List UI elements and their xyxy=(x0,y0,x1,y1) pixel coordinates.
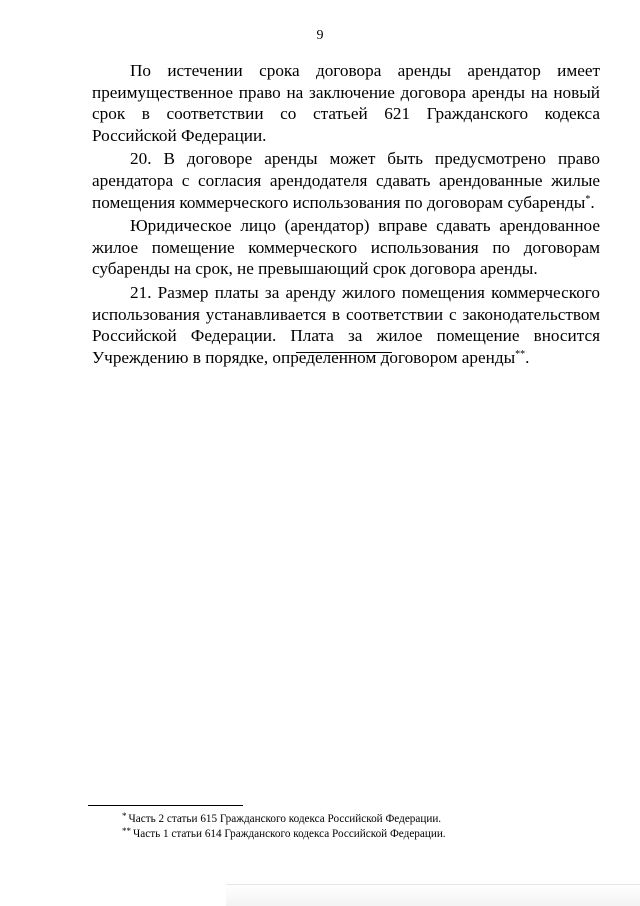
footnote-marker: * xyxy=(122,811,127,821)
footnote-marker: ** xyxy=(122,826,131,836)
page-number: 9 xyxy=(316,28,324,43)
paragraph-renewal-right xyxy=(92,60,600,146)
paragraph-end: . xyxy=(590,192,595,212)
footnote-reference: * xyxy=(585,193,591,205)
body-text xyxy=(92,60,600,370)
paragraph-20-sublease xyxy=(92,148,600,213)
footnote-reference: ** xyxy=(515,348,526,360)
section-separator xyxy=(296,352,392,353)
paragraph-end: . xyxy=(525,347,530,367)
footnote-divider xyxy=(88,805,243,806)
paragraph-legal-entity xyxy=(92,215,600,280)
footnotes xyxy=(122,812,602,842)
footnote-text: Часть 2 статьи 615 Гражданского кодекса Российской Федерации. xyxy=(128,813,442,825)
paragraph-text: По истечении срока договора аренды арендатор имеет преимущественное право на заключение договора аренды на новый срок в соответствии со статьей 621 Гражданского кодекса Российской Федерации. xyxy=(92,61,600,145)
paragraph-21-rent xyxy=(92,282,600,368)
paragraph-text: 20. В договоре аренды может быть предусмотрено право арендатора с согласия арендодателя сдавать арендованные жилые помещения коммерческого использования по договорам субаренды xyxy=(92,149,600,212)
footnote-2 xyxy=(122,827,602,842)
scan-edge-shadow xyxy=(226,884,640,906)
paragraph-text: 21. Размер платы за аренду жилого помещения коммерческого использования устанавливается в соответствии с законодательством Российской Федерации. Плата за жилое помещение вносится Учреждению в порядке, определенном договором аренды xyxy=(92,282,600,367)
paragraph-text: Юридическое лицо (арендатор) вправе сдавать арендованное жилое помещение коммерческого использования по договорам субаренды на срок, не превышающий срок договора аренды. xyxy=(92,216,600,279)
footnote-1 xyxy=(122,812,602,827)
footnote-text: Часть 1 статьи 614 Гражданского кодекса Российской Федерации. xyxy=(133,828,446,840)
